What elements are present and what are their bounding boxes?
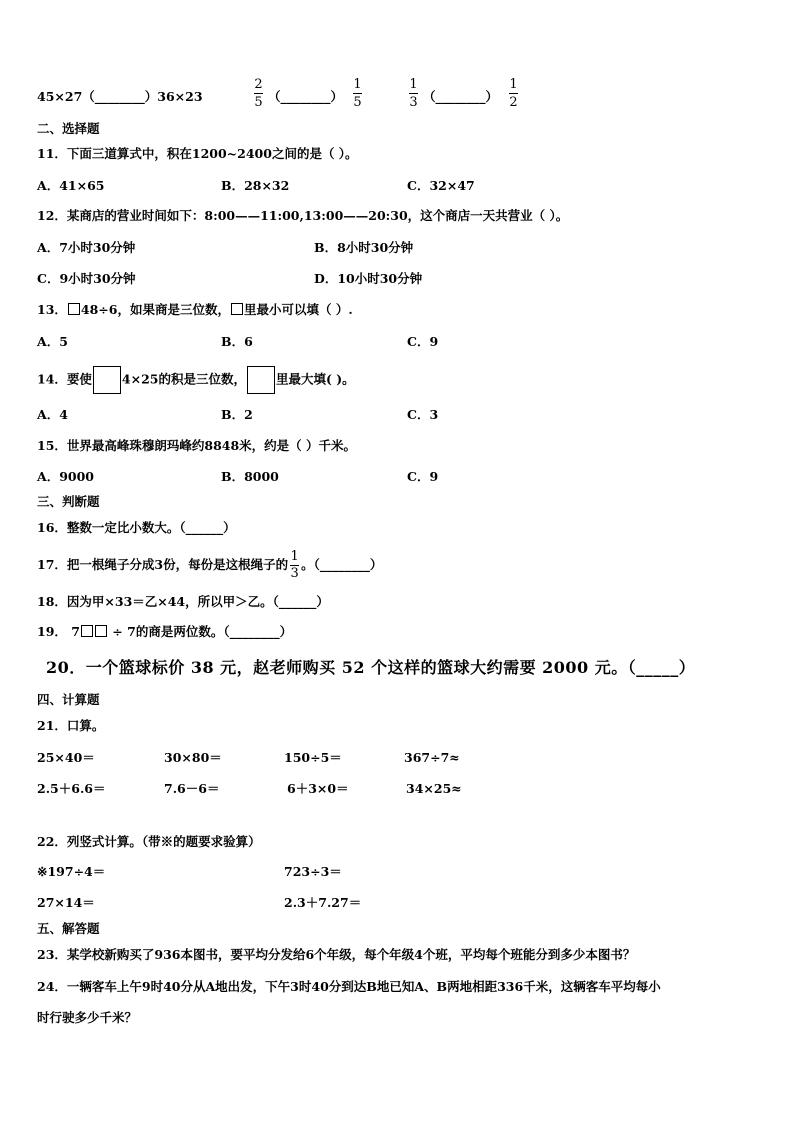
q14-stem (37, 366, 355, 394)
blank-box-icon (93, 366, 121, 394)
q21-stem: 21．口算。 (37, 718, 105, 733)
q11-stem: 11．下面三道算式中，积在1200~2400之间的是（ ）。 (37, 146, 358, 161)
q15-option-a[interactable]: A．9000 (37, 469, 94, 484)
q11-option-a[interactable]: A．41×65 (37, 178, 105, 193)
q24-line-2: 时行驶多少千米？ (37, 1010, 138, 1025)
q15-stem: 15．世界最高峰珠穆朗玛峰约8848米，约是（ ）千米。 (37, 438, 357, 453)
blank-box-icon (247, 366, 275, 394)
fraction-one-fifth (353, 77, 362, 110)
numerator: 1 (509, 77, 518, 92)
blank-square-icon (68, 303, 80, 315)
q13-option-b[interactable]: B．6 (221, 334, 253, 349)
q22-item: 27×14＝ (37, 895, 95, 910)
section-title-answer: 五、解答题 (37, 921, 100, 936)
section-title-choice: 二、选择题 (37, 121, 100, 136)
q22-item: 723÷3＝ (284, 864, 342, 879)
q17 (37, 548, 382, 582)
q21-item: 7.6－6＝ (164, 781, 220, 796)
denominator: 2 (509, 95, 518, 110)
denominator: 3 (290, 566, 299, 581)
compare-blank-2[interactable]: （________） (268, 89, 344, 104)
q24-line-1: 24．一辆客车上午9时40分从A地出发，下午3时40分到达B地已知A、B两地相距336千米，这辆客车平均每小 (37, 979, 661, 994)
blank-square-icon (231, 303, 243, 315)
numerator: 2 (254, 77, 263, 92)
fraction-one-third (290, 550, 299, 581)
q13-option-a[interactable]: A．5 (37, 334, 68, 349)
q21-item: 25×40＝ (37, 750, 95, 765)
q22-stem: 22．列竖式计算。（带※的题要求验算） (37, 834, 261, 849)
q21-item: 6＋3×0＝ (287, 781, 349, 796)
q21-item: 367÷7≈ (404, 750, 460, 765)
q23: 23．某学校新购买了936本图书，要平均分发给6个年级，每个年级4个班，平均每个班能分到多少本图书？ (37, 947, 636, 962)
blank-square-icon (95, 625, 107, 637)
q12-option-a[interactable]: A．7小时30分钟 (37, 240, 136, 255)
q15-option-c[interactable]: C．9 (407, 469, 439, 484)
fraction-two-fifths (254, 77, 263, 110)
q16: 16．整数一定比小数大。（______） (37, 520, 236, 535)
q17-text-1: 17．把一根绳子分成3份，每份是这根绳子的 (37, 557, 289, 572)
fraction-one-third (409, 77, 418, 110)
compare-expr-1: 45×27（________）36×23 (37, 89, 203, 104)
q21-item: 34×25≈ (406, 781, 462, 796)
denominator: 3 (409, 95, 418, 110)
q13-stem (37, 302, 353, 318)
q14-option-a[interactable]: A．4 (37, 407, 68, 422)
q20: 20．一个篮球标价 38 元，赵老师购买 52 个这样的篮球大约需要 2000 元。（_____） (46, 658, 696, 677)
q11-option-b[interactable]: B．28×32 (221, 178, 290, 193)
q21-item: 150÷5＝ (284, 750, 342, 765)
section-title-judge: 三、判断题 (37, 494, 100, 509)
q12-option-d[interactable]: D．10小时30分钟 (314, 271, 423, 286)
q14-text-1: 14．要使 (37, 371, 92, 387)
q14-option-c[interactable]: C．3 (407, 407, 439, 422)
q14-text-2: 4×25的积是三位数， (121, 371, 246, 387)
numerator: 1 (290, 549, 299, 564)
q18: 18．因为甲×33＝乙×44，所以甲＞乙。（______） (37, 594, 329, 609)
denominator: 5 (254, 95, 263, 110)
q12-option-b[interactable]: B．8小时30分钟 (314, 240, 414, 255)
q13-number: 13． (37, 302, 67, 317)
blank-square-icon (81, 625, 93, 637)
denominator: 5 (353, 95, 362, 110)
q19-text-1: 19． 7 (37, 624, 80, 639)
compare-blank-3[interactable]: （________） (423, 89, 499, 104)
numerator: 1 (353, 77, 362, 92)
q21-item: 30×80＝ (164, 750, 222, 765)
numerator: 1 (409, 77, 418, 92)
q11-option-c[interactable]: C．32×47 (407, 178, 475, 193)
q14-text-3: 里最大填( )。 (275, 371, 355, 387)
section-title-calc: 四、计算题 (37, 692, 100, 707)
q12-option-c[interactable]: C．9小时30分钟 (37, 271, 136, 286)
q13-text-1: 48÷6，如果商是三位数， (80, 302, 230, 317)
q22-item: 2.3＋7.27＝ (284, 895, 362, 910)
q13-option-c[interactable]: C．9 (407, 334, 439, 349)
q19 (37, 624, 292, 640)
q13-text-2: 里最小可以填（ ）. (243, 302, 353, 317)
q19-text-2: ÷ 7的商是两位数。（________） (107, 624, 293, 639)
q17-text-2: 。（________） (301, 557, 383, 572)
fraction-one-half (509, 77, 518, 110)
q14-option-b[interactable]: B．2 (221, 407, 253, 422)
q22-item: ※197÷4＝ (37, 864, 106, 879)
q12-stem: 12．某商店的营业时间如下：8:00——11:00,13:00——20:30，这个商店一天共营业（ ）。 (37, 208, 569, 223)
q21-item: 2.5＋6.6＝ (37, 781, 106, 796)
q15-option-b[interactable]: B．8000 (221, 469, 279, 484)
